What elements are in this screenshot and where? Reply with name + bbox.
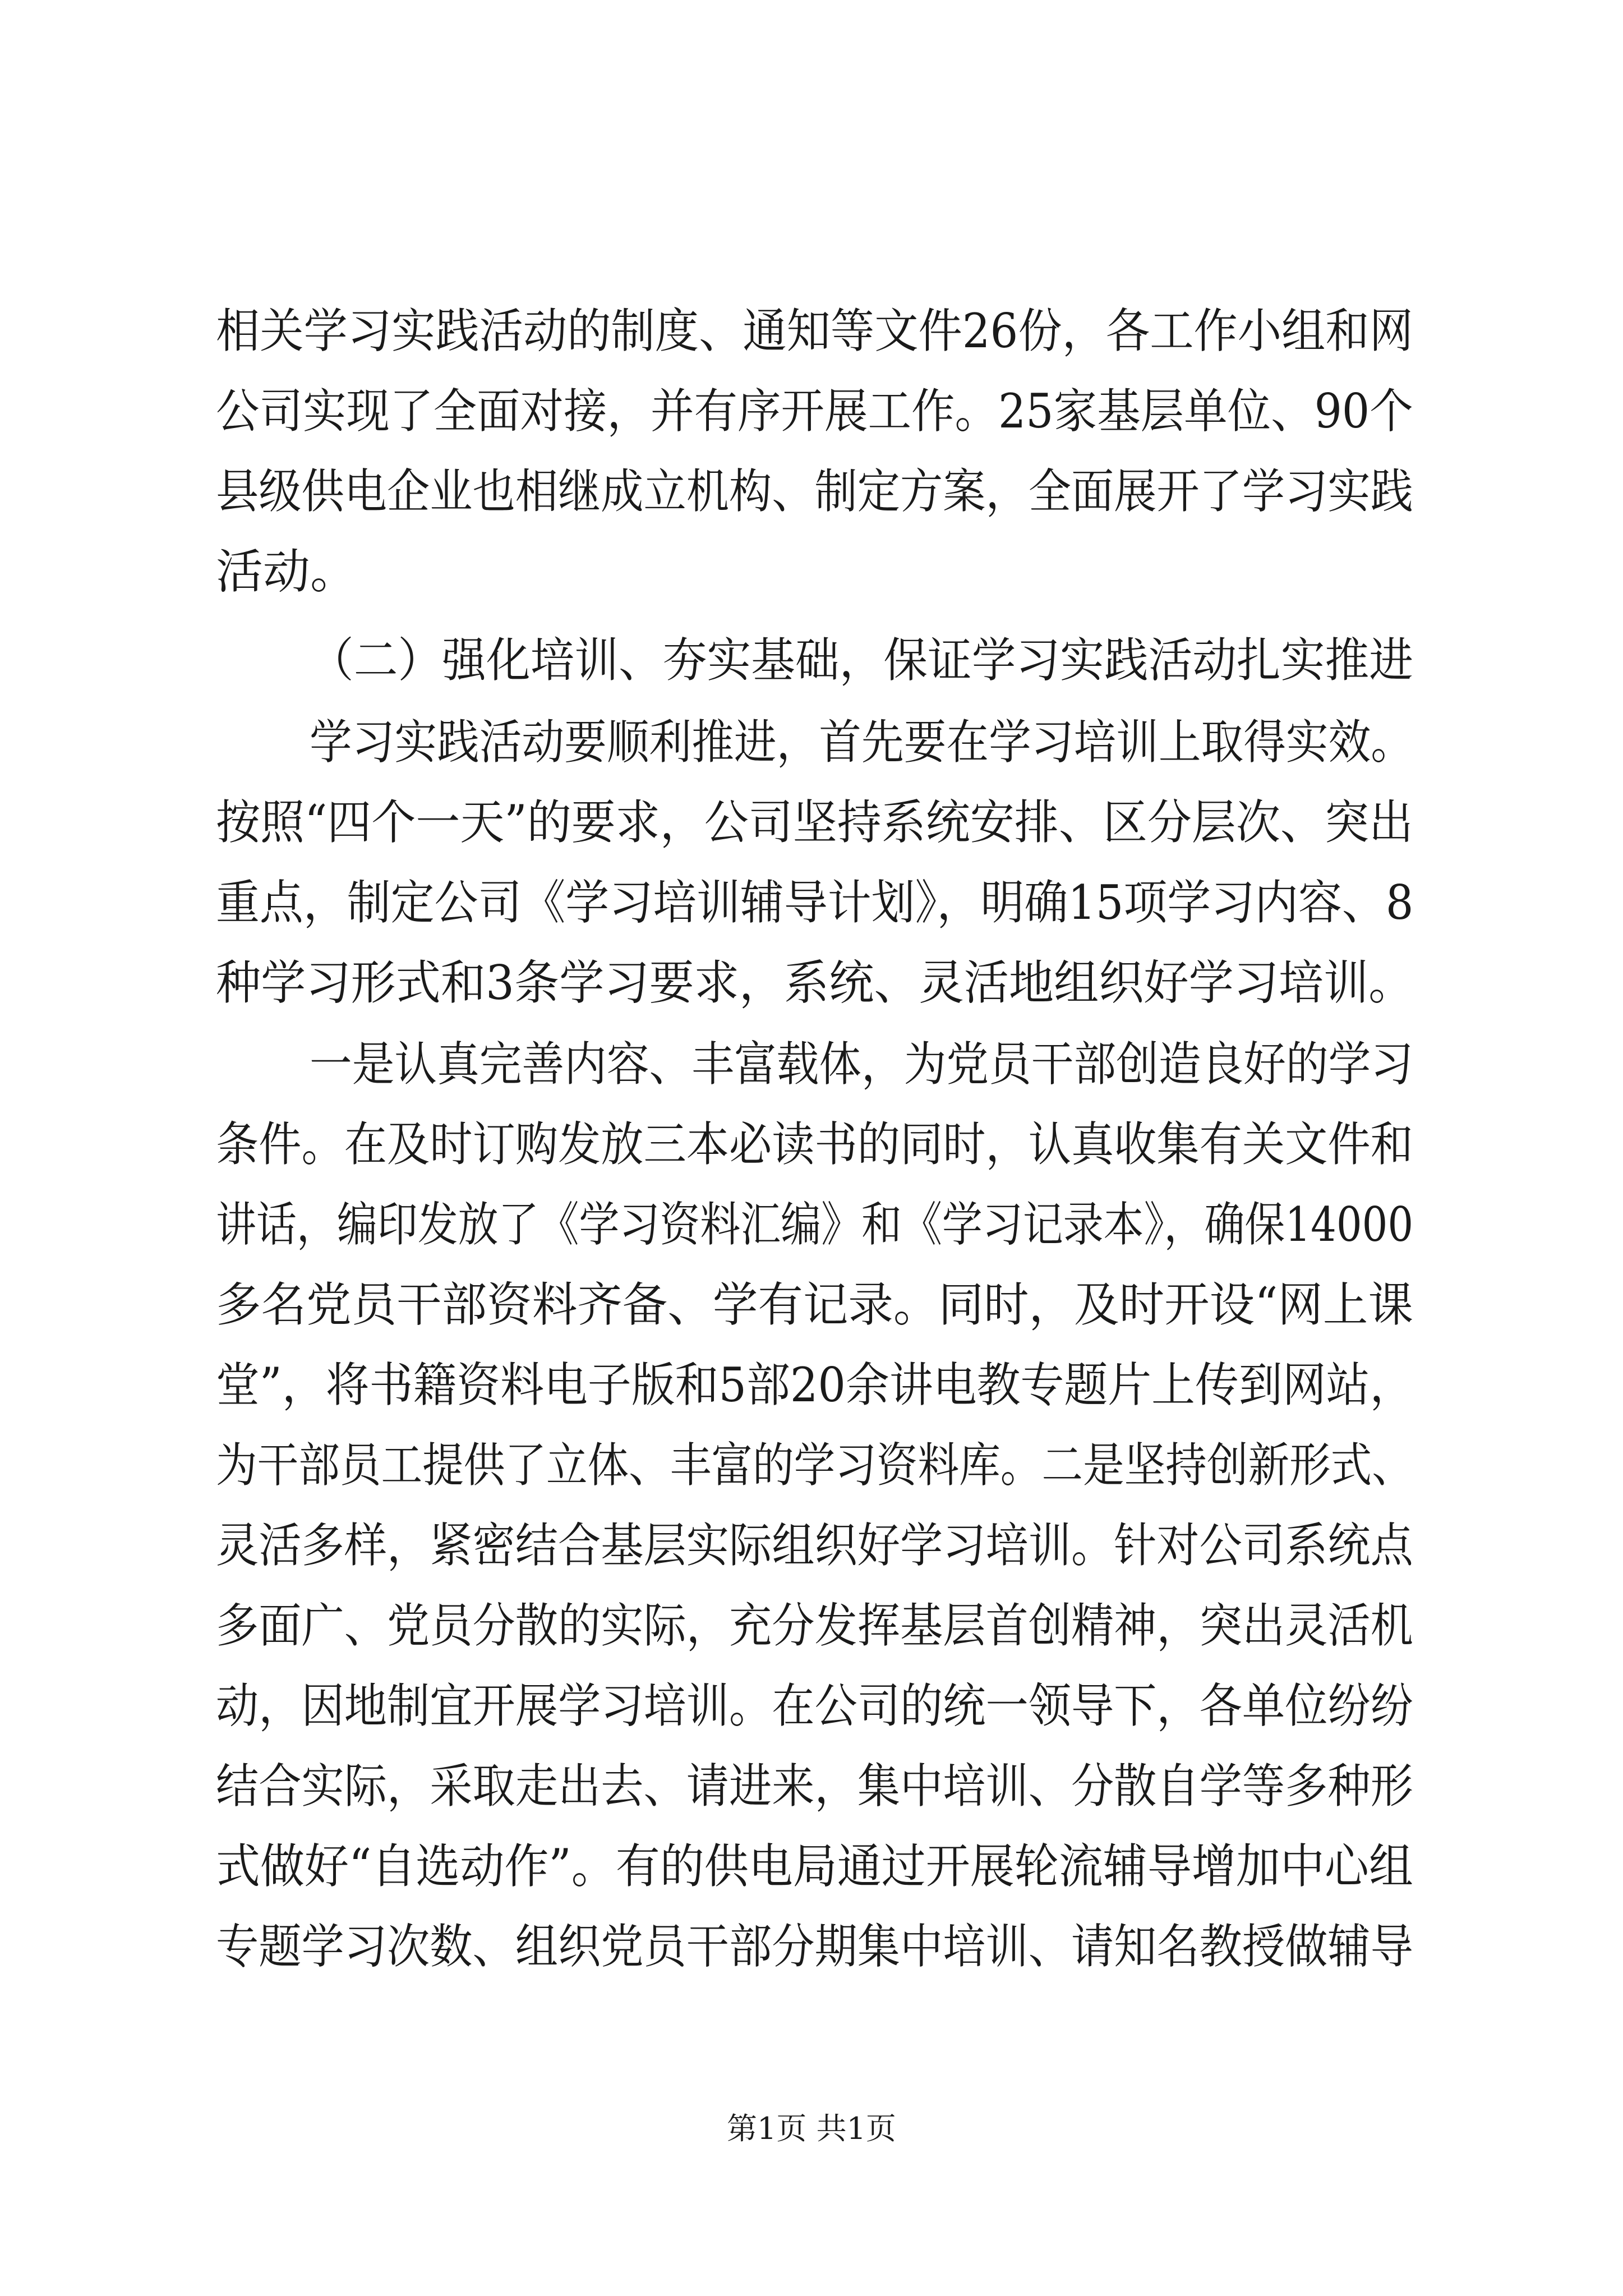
text-line: 按照“四个一天”的要求，公司坚持系统安排、区分层次、突出	[216, 795, 1413, 850]
section-heading: （二）强化培训、夯实基础，保证学习实践活动扎实推进	[310, 633, 1413, 688]
text-line: 条件。在及时订购发放三本必读书的同时，认真收集有关文件和	[216, 1117, 1413, 1172]
text-line: 专题学习次数、组织党员干部分期集中培训、请知名教授做辅导	[216, 1919, 1413, 1974]
paragraph-first-line: 一是认真完善内容、丰富载体，为党员干部创造良好的学习	[310, 1037, 1414, 1092]
text-line: 公司实现了全面对接，并有序开展工作。25家基层单位、90个	[216, 384, 1413, 439]
text-line: 动，因地制宜开展学习培训。在公司的统一领导下，各单位纷纷	[216, 1678, 1413, 1733]
text-line: 堂”，将书籍资料电子版和5部20余讲电教专题片上传到网站，	[216, 1358, 1414, 1412]
text-line: 种学习形式和3条学习要求，系统、灵活地组织好学习培训。	[216, 955, 1414, 1010]
text-line: 活动。	[216, 544, 358, 599]
text-line: 结合实际，采取走出去、请进来，集中培训、分散自学等多种形	[216, 1759, 1413, 1814]
text-line: 多名党员干部资料齐备、学有记录。同时，及时开设“网上课	[216, 1277, 1413, 1332]
text-line: 式做好“自选动作”。有的供电局通过开展轮流辅导增加中心组	[216, 1839, 1413, 1894]
text-line: 讲话，编印发放了《学习资料汇编》和《学习记录本》，确保14000	[216, 1197, 1414, 1252]
page-number-footer: 第1页 共1页	[727, 2111, 896, 2146]
text-line: 县级供电企业也相继成立机构、制定方案，全面展开了学习实践	[216, 464, 1413, 519]
text-line: 相关学习实践活动的制度、通知等文件26份，各工作小组和网	[216, 303, 1413, 358]
paragraph-first-line: 学习实践活动要顺利推进，首先要在学习培训上取得实效。	[310, 715, 1414, 770]
text-line: 为干部员工提供了立体、丰富的学习资料库。二是坚持创新形式、	[216, 1438, 1413, 1493]
text-line: 灵活多样，紧密结合基层实际组织好学习培训。针对公司系统点	[216, 1518, 1413, 1573]
text-line: 重点，制定公司《学习培训辅导计划》，明确15项学习内容、8	[216, 875, 1414, 930]
text-line: 多面广、党员分散的实际，充分发挥基层首创精神，突出灵活机	[216, 1598, 1413, 1653]
